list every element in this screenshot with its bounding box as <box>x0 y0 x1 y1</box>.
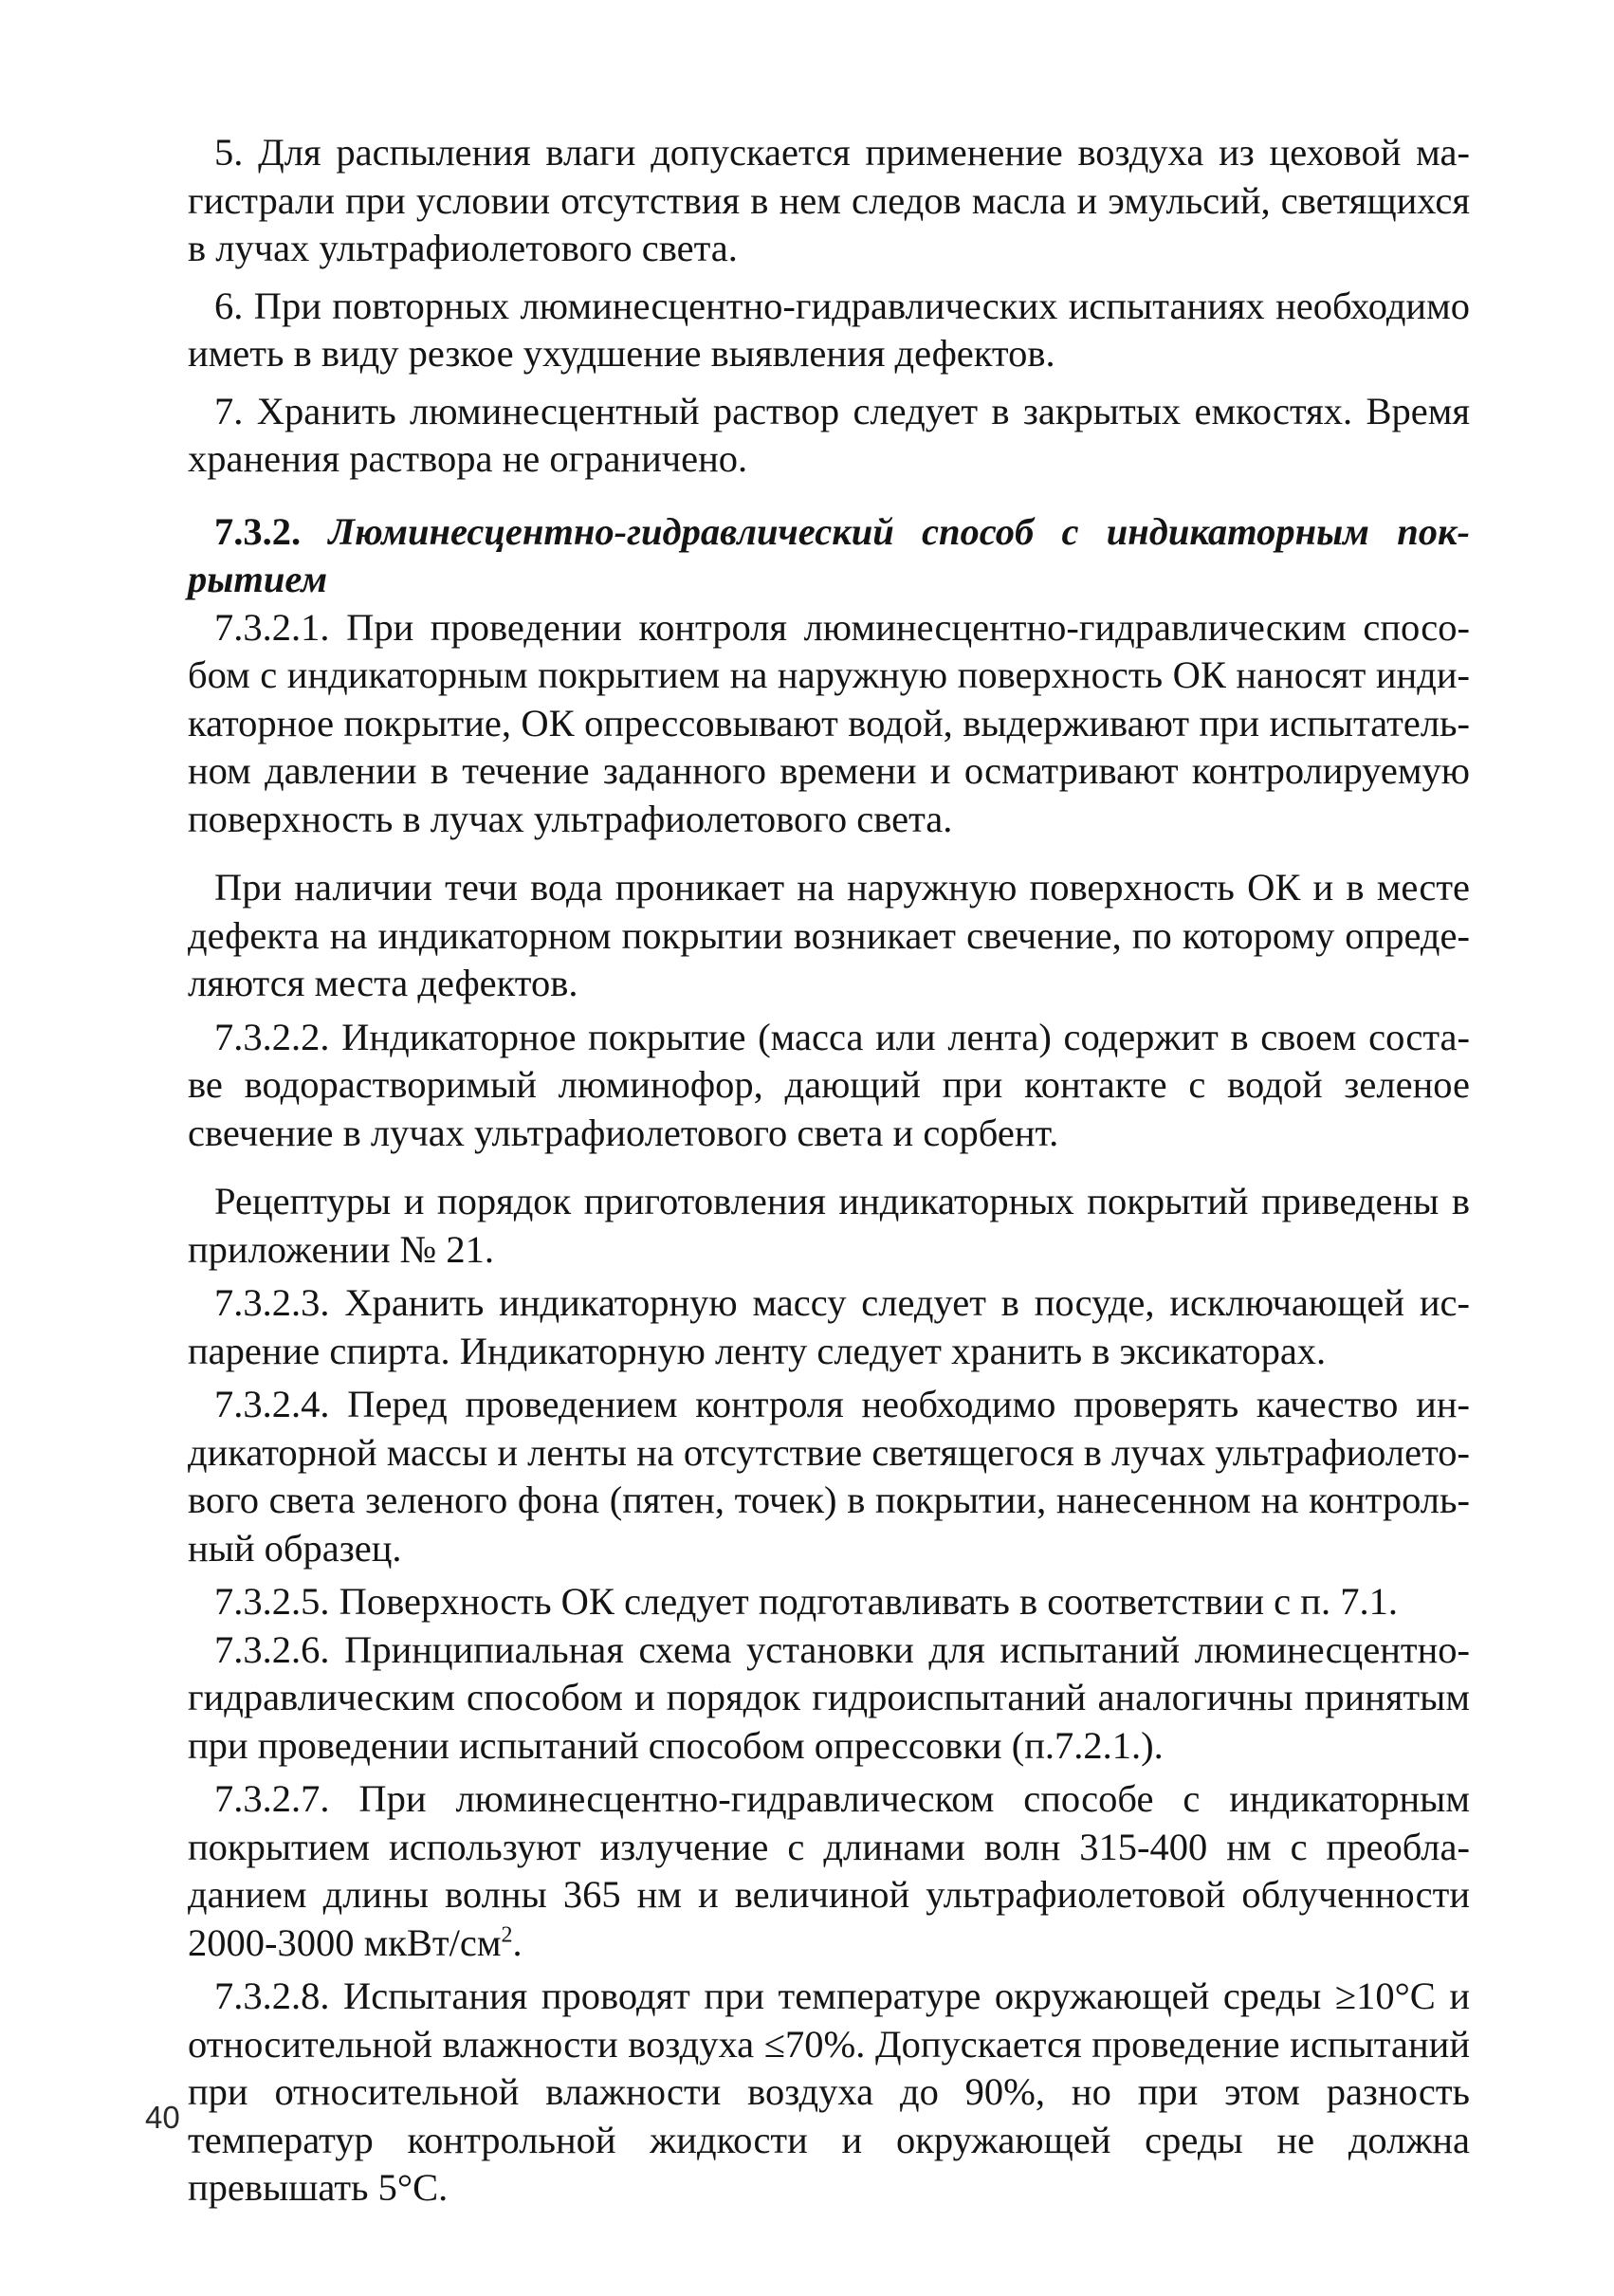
paragraph-leak-glow: При наличии течи вода проникает на наружную поверхность ОК и в месте дефекта на индикаторном покрытии возникает свечение, по которому определяются места дефектов. <box>188 866 1470 1004</box>
paragraph-7-3-2-6: 7.3.2.6. Принципиальная схема установки для испытаний люминесцентногидравлическим способом и порядок гидроиспытаний аналогичны принятым при проведении испытаний способом опрессовки (п.7.2.1.). <box>188 1627 1470 1767</box>
paragraph-7-3-2-4: 7.3.2.4. Перед проведением контроля необходимо проверять качество индикаторной массы и ленты на отсутствие светящегося в лучах ультрафиолетового света зеленого фона (пятен, точек) в покрытии, нанесенном на контрольный образец. <box>188 1383 1470 1570</box>
superscript-square: 2 <box>501 1922 513 1947</box>
paragraph-7-3-2-1: 7.3.2.1. При проведении контроля люминесцентно-гидравлическим способом с индикаторным покрытием на наружную поверхность ОК наносят индикаторное покрытие, ОК опрессовывают водой, выдерживают при испытательном давлении в течение заданного времени и осматривают контролируемую поверхность в лучах ультрафиолетового света. <box>188 605 1470 840</box>
paragraph-note-7: 7. Хранить люминесцентный раствор следует в закрытых емкостях. Время хранения раствора не ограничено. <box>188 389 1470 480</box>
paragraph-7-3-2-3: 7.3.2.3. Хранить индикаторную массу следует в посуде, исключающей испарение спирта. Индикаторную ленту следует хранить в эксикаторах. <box>188 1281 1470 1372</box>
section-heading-number: 7.3.2. <box>214 509 302 553</box>
paragraph-7-3-2-7 <box>188 1775 1470 1967</box>
paragraph-7-3-2-2: 7.3.2.2. Индикаторное покрытие (масса или лента) содержит в своем составе водорастворимый люминофор, дающий при контакте с водой зеленое свечение в лучах ультрафиолетового света и сорбент. <box>188 1015 1470 1154</box>
paragraph-note-6: 6. При повторных люминесцентно-гидравлических испытаниях необходимо иметь в виду резкое ухудшение выявления дефектов. <box>188 284 1470 375</box>
page-number: 40 <box>145 2100 180 2135</box>
document-page <box>188 129 1470 2213</box>
section-heading <box>188 508 1470 604</box>
paragraph-recipes: Рецептуры и порядок приготовления индикаторных покрытий приведены в приложении № 21. <box>188 1180 1470 1271</box>
paragraph-7-3-2-8: 7.3.2.8. Испытания проводят при температуре окружающей среды ≥10°С и относительной влажности воздуха ≤70%. Допускается проведение испытаний при относительной влажности воздуха до 90%, но при этом разность температур контрольной жидкости и окружающей среды не должна превышать 5°С. <box>188 1975 1470 2209</box>
paragraph-7-3-2-7-text: 7.3.2.7. При люминесцентно-гидравлическом способе с индикаторным покрытием используют излучение с длинами волн 315-400 нм с преобладанием длины волны 365 нм и величиной ультрафиолетовой облученности 2000-3000 мкВт/см <box>188 1777 1470 1964</box>
paragraph-note-5: 5. Для распыления влаги допускается применение воздуха из цеховой магистрали при условии отсутствия в нем следов масла и эмульсий, светящихся в лучах ультрафиолетового света. <box>188 131 1470 269</box>
paragraph-7-3-2-5: 7.3.2.5. Поверхность ОК следует подготавливать в соответствии с п. 7.1. <box>214 1580 1398 1623</box>
section-heading-title: Люминесцентно-гидравлический способ с индикаторным покрытием <box>188 509 1470 600</box>
paragraph-7-3-2-7-tail: . <box>512 1920 523 1964</box>
